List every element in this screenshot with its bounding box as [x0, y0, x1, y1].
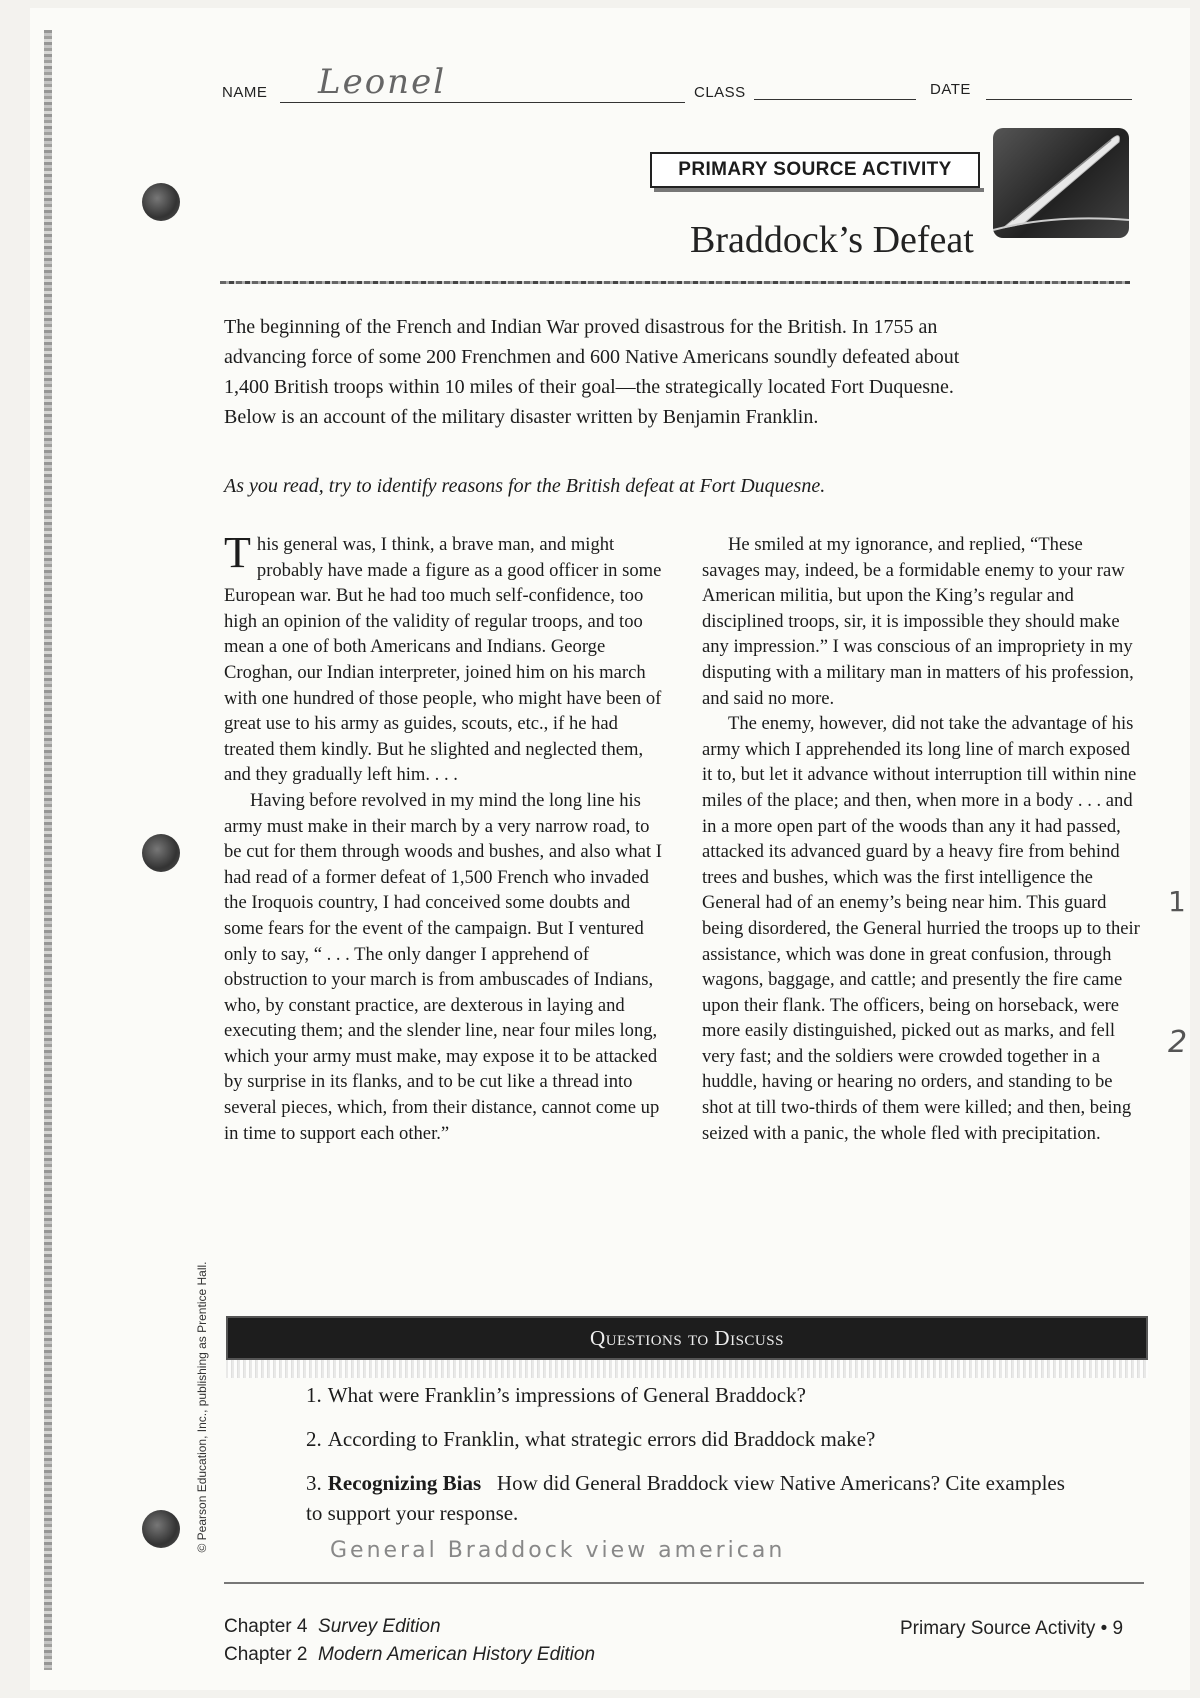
punch-hole-middle — [142, 834, 180, 872]
date-line — [986, 99, 1132, 100]
punch-hole-bottom — [142, 1510, 180, 1548]
answer-line — [224, 1582, 1144, 1584]
punch-hole-top — [142, 183, 180, 221]
primary-source-activity-label: PRIMARY SOURCE ACTIVITY — [650, 152, 980, 188]
footer-label: Primary Source Activity — [900, 1618, 1096, 1639]
question-number: 1. — [306, 1383, 322, 1407]
questions-heading: Questions to Discuss — [226, 1316, 1148, 1360]
copyright-text: © Pearson Education, Inc., publishing as Prentice Hall. — [195, 1261, 209, 1553]
name-label: NAME — [222, 84, 268, 101]
date-label: DATE — [930, 81, 971, 98]
passage-paragraph — [224, 528, 664, 788]
copyright-notice — [192, 1210, 208, 1610]
question-text: What were Franklin’s impressions of General Braddock? — [327, 1383, 806, 1407]
passage-left-column — [224, 528, 664, 1146]
margin-mark: 2 — [1168, 1025, 1188, 1060]
footer-edition: Modern American History Edition — [318, 1644, 596, 1665]
title-rule — [220, 281, 1130, 284]
binding-edge — [44, 30, 52, 1670]
question-item — [306, 1424, 1086, 1454]
reading-prompt: As you read, try to identify reasons for the British defeat at Fort Duquesne. — [224, 475, 826, 497]
footer-bullet: • — [1100, 1618, 1108, 1639]
handwritten-answer: General Braddock view american — [330, 1538, 786, 1563]
question-number: 2. — [306, 1427, 322, 1451]
quill-icon — [993, 128, 1129, 238]
name-line — [280, 102, 685, 103]
footer-page-info — [900, 1618, 1123, 1640]
activity-title: Braddock’s Defeat — [690, 219, 974, 261]
question-skill: Recognizing Bias — [327, 1471, 482, 1495]
question-text: According to Franklin, what strategic errors did Braddock make? — [327, 1427, 876, 1451]
question-item — [306, 1380, 1086, 1410]
class-line — [754, 99, 916, 100]
footer-chapter: Chapter 4 — [224, 1616, 308, 1637]
class-label: CLASS — [694, 84, 746, 101]
question-number: 3. — [306, 1471, 322, 1495]
passage-text: his general was, I think, a brave man, and might probably have made a figure as a good officer in some European war. But he had too much self-confidence, too high an opinion of the validity of regular troops, and too mean a one of both Americans and Indians. George Croghan, our Indian interpreter, joined him on his march with one hundred of those people, who might have been of great use to his army as guides, scouts, etc., if he had treated them kindly. But he slighted and neglected them, and they gradually left him. . . . — [224, 534, 662, 786]
passage-paragraph: He smiled at my ignorance, and replied, “These savages may, indeed, be a formidable enemy to your raw American militia, but upon the King’s regular and disciplined troops, sir, it is impossible they should make any impression.” I was conscious of an impropriety in my disputing with a military man in matters of his profession, and said no more. — [702, 534, 1134, 709]
passage-right-column — [702, 532, 1142, 1146]
heading-texture — [226, 1360, 1148, 1378]
passage-paragraph: The enemy, however, did not take the advantage of his army which I apprehended its long line of march exposed it to, but let it advance without interruption till within nine miles of the place; and then, when more in a body . . . and in a more open part of the woods than any it had passed, attacked its advanced guard by a heavy fire from behind trees and bushes, which was the first intelligence the General had of an enemy’s being near him. This guard being disordered, the General hurried the troops up to their assistance, which was done in great confusion, through wagons, baggage, and cattle; and presently the fire came upon their flank. The officers, being on horseback, were more easily distinguished, picked out as marks, and fell very fast; and the soldiers were crowded together in a huddle, having or hearing no orders, and standing to be shot at till two-thirds of them were killed; and then, being seized with a panic, the whole fled with precipitation. — [702, 713, 1140, 1144]
page-number: 9 — [1112, 1618, 1124, 1639]
banner-shadow — [654, 188, 984, 192]
intro-paragraph: The beginning of the French and Indian War proved disastrous for the British. In 1755 an advancing force of some 200 Frenchmen and 600 Native Americans soundly defeated about 1,400 British troops within 10 miles of their goal—the strategically located Fort Duquesne. Below is an account of the military disaster written by Benjamin Franklin. — [224, 316, 960, 428]
margin-mark: 1 — [1168, 885, 1186, 918]
footer-edition: Survey Edition — [318, 1616, 441, 1637]
footer-chapter: Chapter 2 — [224, 1644, 308, 1665]
question-text: How did General Braddock view Native Americans? Cite examples to support your response. — [306, 1471, 1065, 1525]
name-value: Leonel — [318, 62, 447, 102]
question-item — [306, 1468, 1086, 1528]
passage-paragraph: Having before revolved in my mind the long line his army must make in their march by a very narrow road, to be cut for them through woods and bushes, and also what I had read of a former defeat of 1,500 French who invaded the Iroquois country, I had conceived some doubts and some fears for the event of the campaign. But I ventured only to say, “ . . . The only danger I apprehend of obstruction to your march is from ambuscades of Indians, who, by constant practice, are dexterous in laying and executing them; and the slender line, near four miles long, which your army must make, may expose it to be attacked by surprise in its flanks, and to be cut like a thread into several pieces, which, from their distance, cannot come up in time to support each other.” — [224, 789, 662, 1144]
question-list — [306, 1380, 1086, 1542]
footer-chapter-modern — [224, 1644, 595, 1666]
drop-cap: T — [224, 528, 251, 577]
footer-chapter-survey — [224, 1616, 441, 1638]
